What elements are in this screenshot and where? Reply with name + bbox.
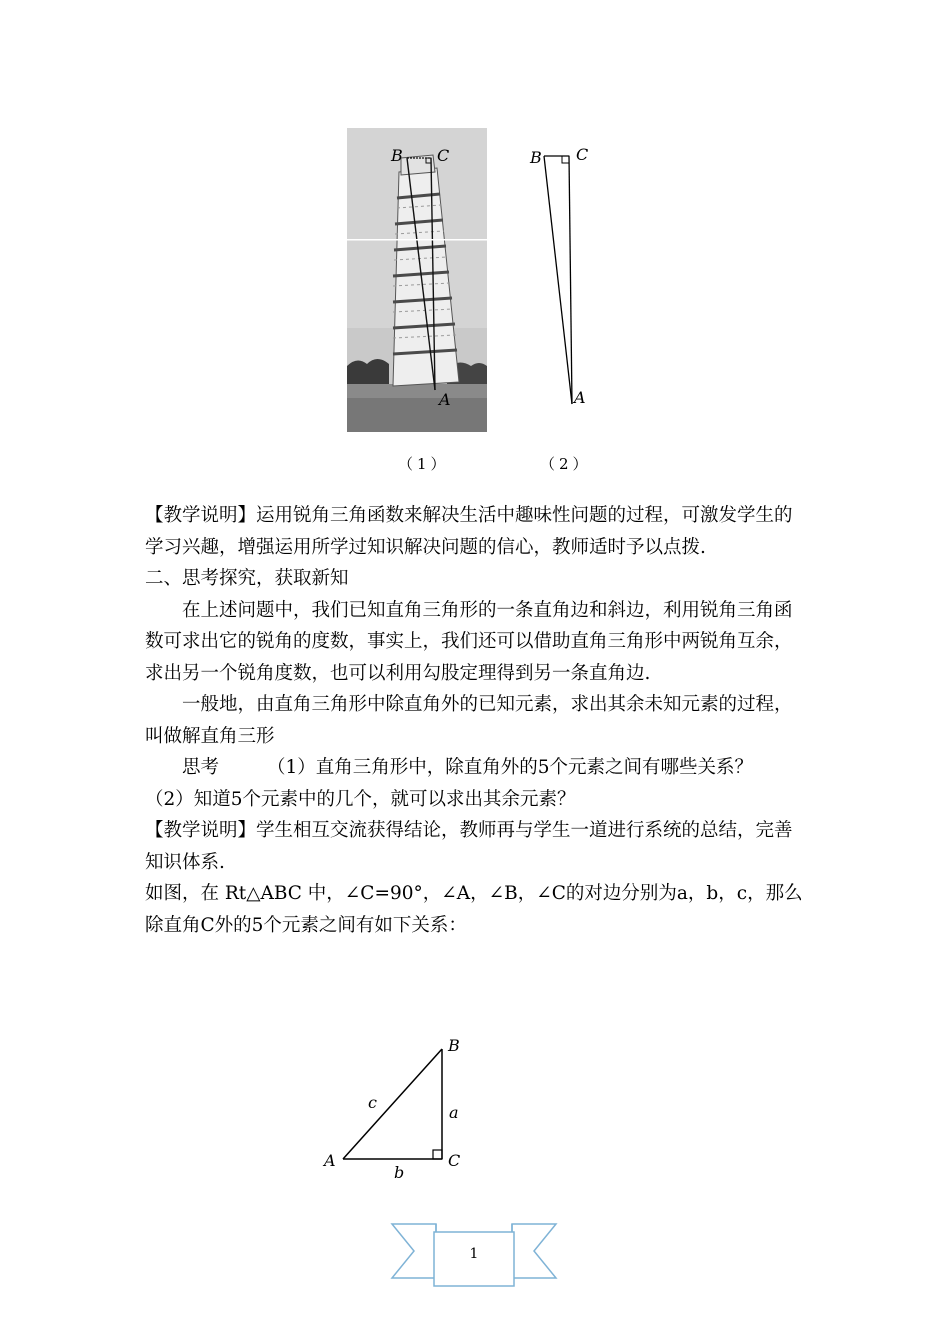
caption-1: （1） [398, 455, 450, 473]
diagram-label-b: B [530, 148, 542, 167]
photo-label-b: B [391, 146, 403, 165]
paragraph-relations: 如图，在 Rt△ABC 中，∠C=90°，∠A，∠B，∠C的对边分别为a，b，c，那么除直角C外的5个元素之间有如下关系： [145, 883, 803, 936]
vertex-c: C [448, 1151, 461, 1170]
diagram-label-c: C [576, 145, 589, 164]
leaning-tower-photo [347, 128, 487, 432]
page-number: 1 [469, 1246, 479, 1262]
paragraph-definition: 一般地，由直角三角形中除直角外的已知元素，求出其余未知元素的过程，叫做解直角三形 [145, 694, 793, 747]
vertex-a: A [324, 1151, 336, 1170]
side-b-label: b [394, 1163, 405, 1182]
top-figure [344, 126, 594, 478]
think-question-1: （1）直角三角形中，除直角外的5个元素之间有哪些关系？ [267, 757, 754, 778]
teaching-note-1: 【教学说明】运用锐角三角函数来解决生活中趣味性问题的过程，可激发学生的学习兴趣，增强运用所学过知识解决问题的信心，教师适时予以点拨. [145, 505, 793, 558]
body-text [145, 500, 810, 941]
vertex-b: B [448, 1036, 460, 1055]
teaching-note-2: 【教学说明】学生相互交流获得结论，教师再与学生一道进行系统的总结，完善知识体系. [145, 820, 793, 873]
side-a-label: a [449, 1103, 459, 1122]
photo-label-c: C [437, 146, 450, 165]
side-c-label: c [368, 1093, 377, 1112]
page-footer [388, 1218, 560, 1290]
paragraph-explore: 在上述问题中，我们已知直角三角形的一条直角边和斜边，利用锐角三角函数可求出它的锐角的度数，事实上，我们还可以借助直角三角形中两锐角互余，求出另一个锐角度数，也可以利用勾股定理得到另一条直角边. [145, 599, 793, 684]
right-triangle-figure [318, 1033, 478, 1183]
section-heading: 二、思考探究，获取新知 [145, 568, 349, 589]
paragraph-think [145, 752, 810, 784]
think-label: 思考 [182, 757, 220, 778]
scan-line-overlay [347, 239, 487, 240]
caption-2: （2） [540, 455, 592, 473]
think-question-2: （2）知道5个元素中的几个，就可以求出其余元素？ [145, 788, 576, 810]
triangle-diagram [534, 146, 584, 406]
diagram-label-a: A [574, 388, 586, 407]
photo-label-a: A [439, 390, 451, 409]
